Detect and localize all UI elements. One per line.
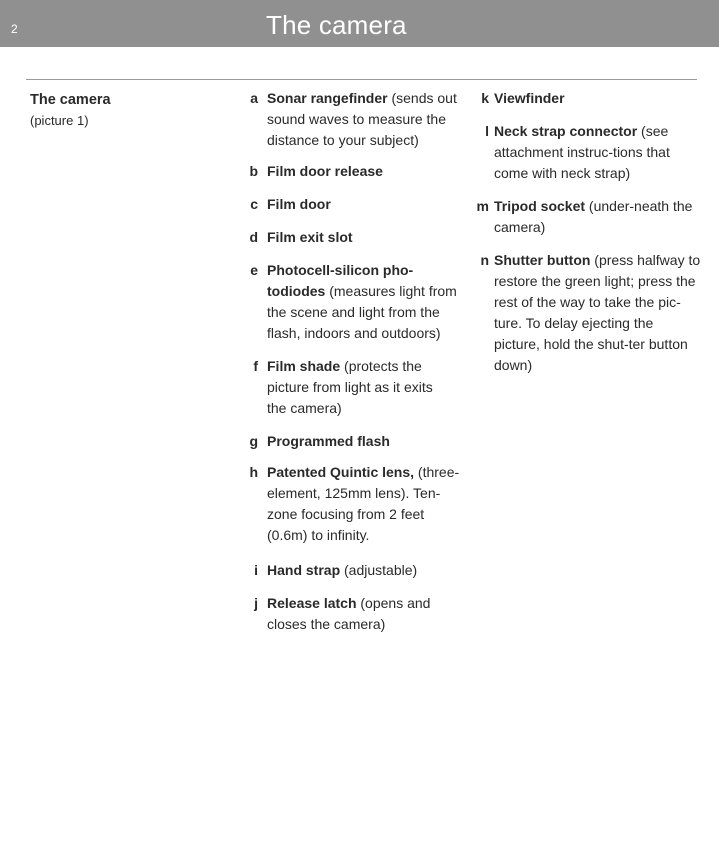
parts-column-left bbox=[248, 88, 468, 635]
part-item-k bbox=[475, 88, 710, 109]
part-letter: n bbox=[480, 252, 489, 268]
page-number: 2 bbox=[11, 22, 18, 36]
part-item-f bbox=[248, 356, 455, 419]
part-desc: (press halfway to restore the green light; press the rest of the way to take the pic-ture. To delay ejecting the picture, hold the shut-ter button down) bbox=[494, 252, 701, 373]
part-item-n bbox=[475, 250, 702, 376]
part-letter: l bbox=[485, 123, 489, 139]
part-letter: j bbox=[254, 595, 258, 611]
part-desc: (see attachment instruc-tions that come with neck strap) bbox=[494, 123, 670, 181]
part-desc: (opens and closes the camera) bbox=[267, 595, 431, 632]
divider bbox=[26, 79, 697, 80]
part-letter: k bbox=[481, 90, 489, 106]
part-term: Film shade bbox=[267, 358, 341, 374]
part-item-a bbox=[248, 88, 462, 151]
part-item-l bbox=[475, 121, 702, 184]
part-term: Programmed flash bbox=[267, 433, 390, 449]
part-letter: h bbox=[249, 464, 258, 480]
section-title: The camera bbox=[30, 92, 111, 108]
part-term: Film door release bbox=[267, 163, 383, 179]
part-item-d bbox=[248, 227, 468, 248]
part-desc: (three-element, 125mm lens). Ten-zone focusing from 2 feet (0.6m) to infinity. bbox=[267, 464, 460, 543]
part-term: Photocell-silicon pho-todiodes bbox=[267, 262, 414, 299]
part-term: Hand strap bbox=[267, 562, 341, 578]
part-term: Film door bbox=[267, 196, 331, 212]
part-term: Sonar rangefinder bbox=[267, 90, 388, 106]
part-term: Patented Quintic lens, bbox=[267, 464, 415, 480]
header-title: The camera bbox=[266, 10, 407, 40]
part-letter: e bbox=[250, 262, 258, 278]
part-letter: a bbox=[250, 90, 258, 106]
part-letter: c bbox=[250, 196, 258, 212]
part-letter: d bbox=[249, 229, 258, 245]
part-item-h bbox=[248, 462, 467, 546]
part-desc: (protects the picture from light as it exits the camera) bbox=[267, 358, 433, 416]
part-desc: (adjustable) bbox=[340, 562, 418, 578]
part-term: Viewfinder bbox=[494, 90, 565, 106]
part-item-i bbox=[248, 560, 468, 581]
part-item-g bbox=[248, 431, 468, 452]
part-term: Release latch bbox=[267, 595, 357, 611]
part-letter: i bbox=[254, 562, 258, 578]
part-letter: m bbox=[476, 198, 489, 214]
part-item-b bbox=[248, 161, 468, 182]
part-term: Shutter button bbox=[494, 252, 591, 268]
part-desc: (sends out sound waves to measure the distance to your subject) bbox=[267, 90, 457, 148]
part-term: Tripod socket bbox=[494, 198, 586, 214]
part-item-j bbox=[248, 593, 462, 635]
parts-column-right bbox=[475, 88, 710, 376]
part-letter: b bbox=[249, 163, 258, 179]
part-item-e bbox=[248, 260, 465, 344]
page-header bbox=[0, 0, 719, 47]
part-letter: g bbox=[249, 433, 258, 449]
section-subtitle: (picture 1) bbox=[30, 113, 89, 128]
part-letter: f bbox=[253, 358, 258, 374]
part-term: Neck strap connector bbox=[494, 123, 638, 139]
part-item-c bbox=[248, 194, 468, 215]
part-desc: (measures light from the scene and light from the flash, indoors and outdoors) bbox=[267, 283, 457, 341]
part-desc: (under-neath the camera) bbox=[494, 198, 693, 235]
part-item-m bbox=[475, 196, 702, 238]
part-term: Film exit slot bbox=[267, 229, 353, 245]
